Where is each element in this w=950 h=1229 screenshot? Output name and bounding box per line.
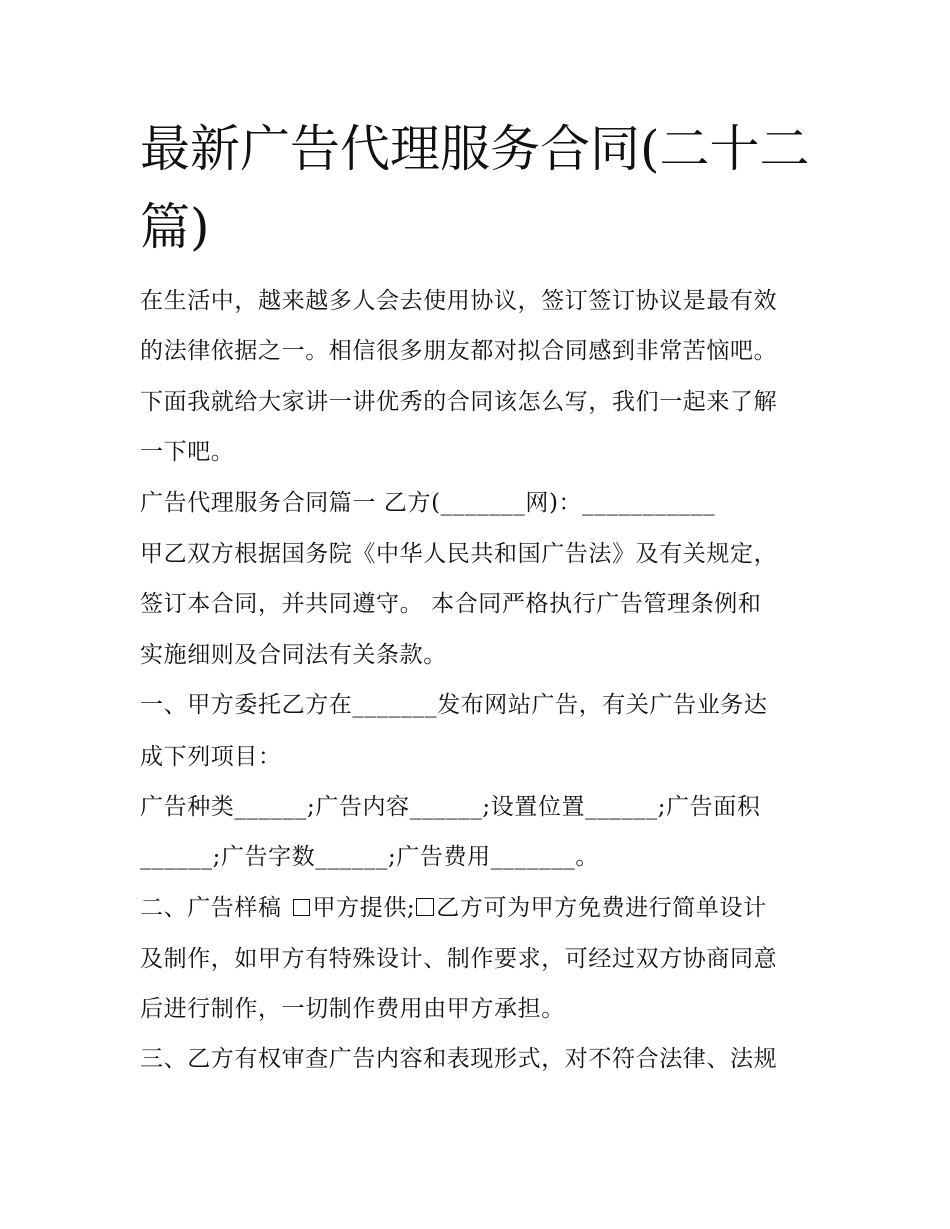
paragraph-line: 广告代理服务合同篇一 乙方(_______网)：___________: [140, 490, 716, 516]
paragraph-line: 成下列项目：: [140, 744, 282, 770]
paragraph-line: ______;广告字数______;广告费用_______。: [140, 844, 599, 870]
paragraph-line: 实施细则及合同法有关条款。: [140, 642, 447, 668]
paragraph-line: 后进行制作，一切制作费用由甲方承担。: [140, 996, 565, 1022]
paragraph-line: 三、乙方有权审查广告内容和表现形式，对不符合法律、法规: [140, 1046, 778, 1072]
sample-prefix: 二、广告样稿: [140, 895, 290, 921]
paragraph-line: 甲乙双方根据国务院《中华人民共和国广告法》及有关规定，: [140, 541, 778, 567]
paragraph-line: 一下吧。: [140, 439, 235, 465]
sample-options-line: [140, 897, 820, 920]
paragraph-line: 广告种类______;广告内容______;设置位置______;广告面积: [140, 794, 761, 820]
paragraph-line: 的法律依据之一。相信很多朋友都对拟合同感到非常苦恼吧。: [140, 338, 778, 364]
option-party-a: 甲方提供;: [312, 895, 416, 921]
paragraph-line: 及制作，如甲方有特殊设计、制作要求，可经过双方协商同意: [140, 946, 778, 972]
checkbox-icon: [416, 898, 434, 916]
paragraph-line: 在生活中，越来越多人会去使用协议，签订签订协议是最有效: [140, 288, 778, 314]
paragraph-line: 下面我就给大家讲一讲优秀的合同该怎么写，我们一起来了解: [140, 389, 778, 415]
document-title-line-2: 篇): [140, 198, 210, 256]
paragraph-line: 一、甲方委托乙方在_______发布网站广告，有关广告业务达: [140, 692, 768, 718]
option-party-b: 乙方可为甲方免费进行简单设计: [436, 895, 767, 921]
checkbox-icon: [293, 899, 310, 916]
paragraph-line: 签订本合同，并共同遵守。 本合同严格执行广告管理条例和: [140, 591, 762, 617]
document-title-line-1: 最新广告代理服务合同(二十二: [140, 120, 810, 178]
